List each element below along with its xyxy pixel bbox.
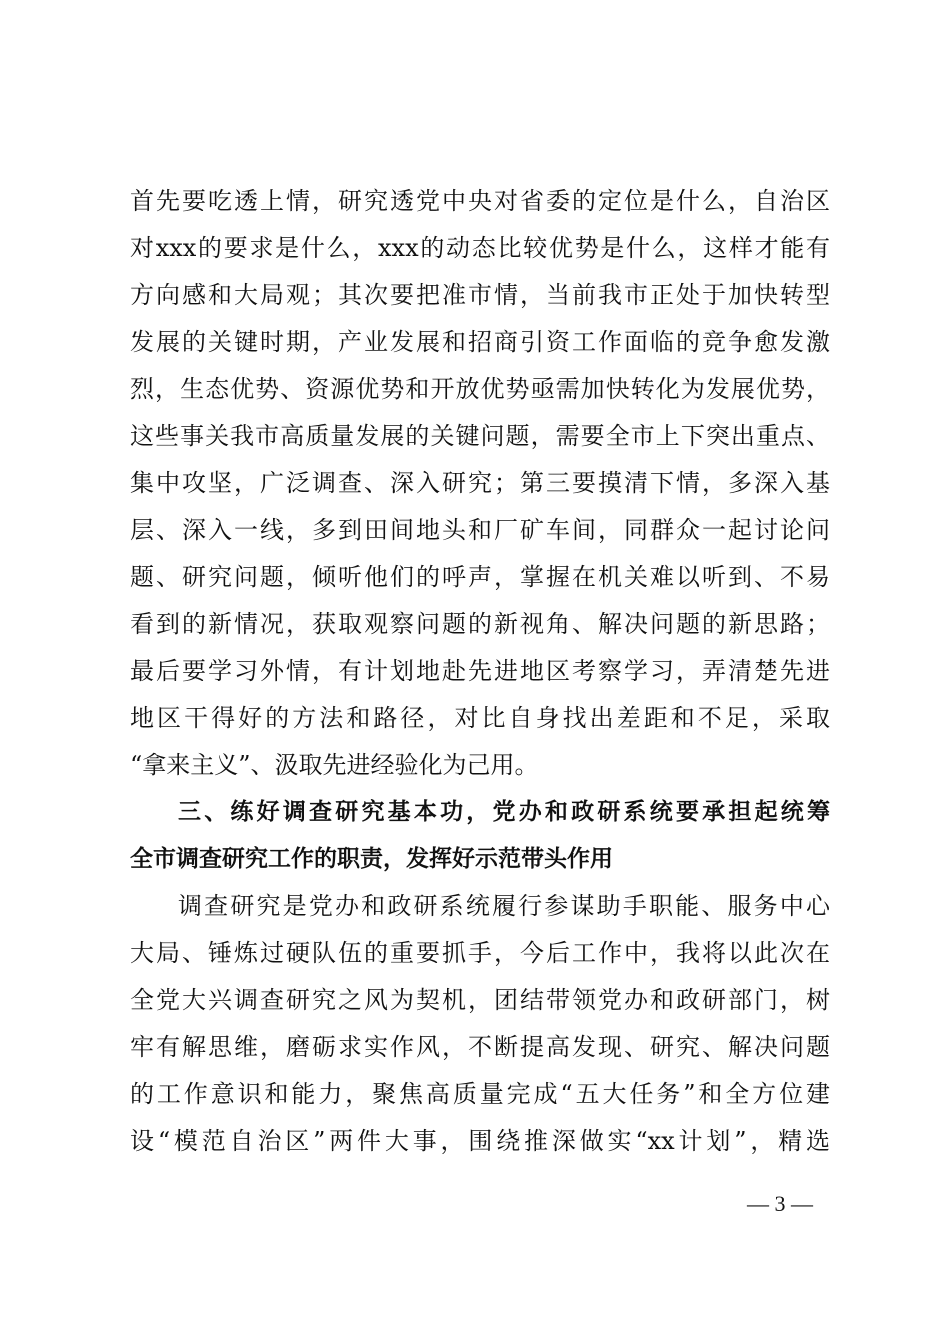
text-line: 集中攻坚，广泛调查、深入研究；第三要摸清下情，多深入基	[130, 469, 830, 497]
text-line: 发展的关键时期，产业发展和招商引资工作面临的竞争愈发激	[130, 328, 830, 356]
heading-line: 全市调查研究工作的职责，发挥好示范带头作用	[130, 846, 613, 872]
text-line: 大局、锤炼过硬队伍的重要抓手，今后工作中，我将以此次在	[130, 939, 830, 967]
text-line: “拿来主义”、汲取先进经验化为己用。	[130, 751, 539, 779]
text-line: 烈，生态优势、资源优势和开放优势亟需加快转化为发展优势，	[130, 375, 830, 403]
text-line: 这些事关我市高质量发展的关键问题，需要全市上下突出重点、	[130, 422, 830, 450]
text-line: 调查研究是党办和政研系统履行参谋助手职能、服务中心	[178, 892, 830, 920]
heading-line: 三、练好调查研究基本功，党办和政研系统要承担起统筹	[178, 799, 830, 825]
text-line: 全党大兴调查研究之风为契机，团结带领党办和政研部门，树	[130, 986, 830, 1014]
text-line: 的工作意识和能力，聚焦高质量完成“五大任务”和全方位建	[130, 1080, 830, 1108]
text-line: 牢有解思维，磨砺求实作风，不断提高发现、研究、解决问题	[130, 1033, 830, 1061]
text-line: 最后要学习外情，有计划地赴先进地区考察学习，弄清楚先进	[130, 657, 830, 685]
paragraph-2	[130, 883, 830, 1165]
text-line: 看到的新情况，获取观察问题的新视角、解决问题的新思路；	[130, 610, 830, 638]
text-line: 地区干得好的方法和路径，对比自身找出差距和不足，采取	[130, 704, 830, 732]
text-line: 方向感和大局观；其次要把准市情，当前我市正处于加快转型	[130, 281, 830, 309]
section-heading-3	[130, 789, 830, 883]
text-line: 首先要吃透上情，研究透党中央对省委的定位是什么，自治区	[130, 187, 830, 215]
paragraph-1	[130, 178, 830, 789]
text-line: 设“模范自治区”两件大事，围绕推深做实“xx计划”，精选	[130, 1127, 830, 1155]
text-line: 层、深入一线，多到田间地头和厂矿车间，同群众一起讨论问	[130, 516, 830, 544]
text-line: 对xxx的要求是什么，xxx的动态比较优势是什么，这样才能有	[130, 234, 830, 262]
text-line: 题、研究问题，倾听他们的呼声，掌握在机关难以听到、不易	[130, 563, 830, 591]
page-number: — 3 —	[747, 1191, 813, 1216]
